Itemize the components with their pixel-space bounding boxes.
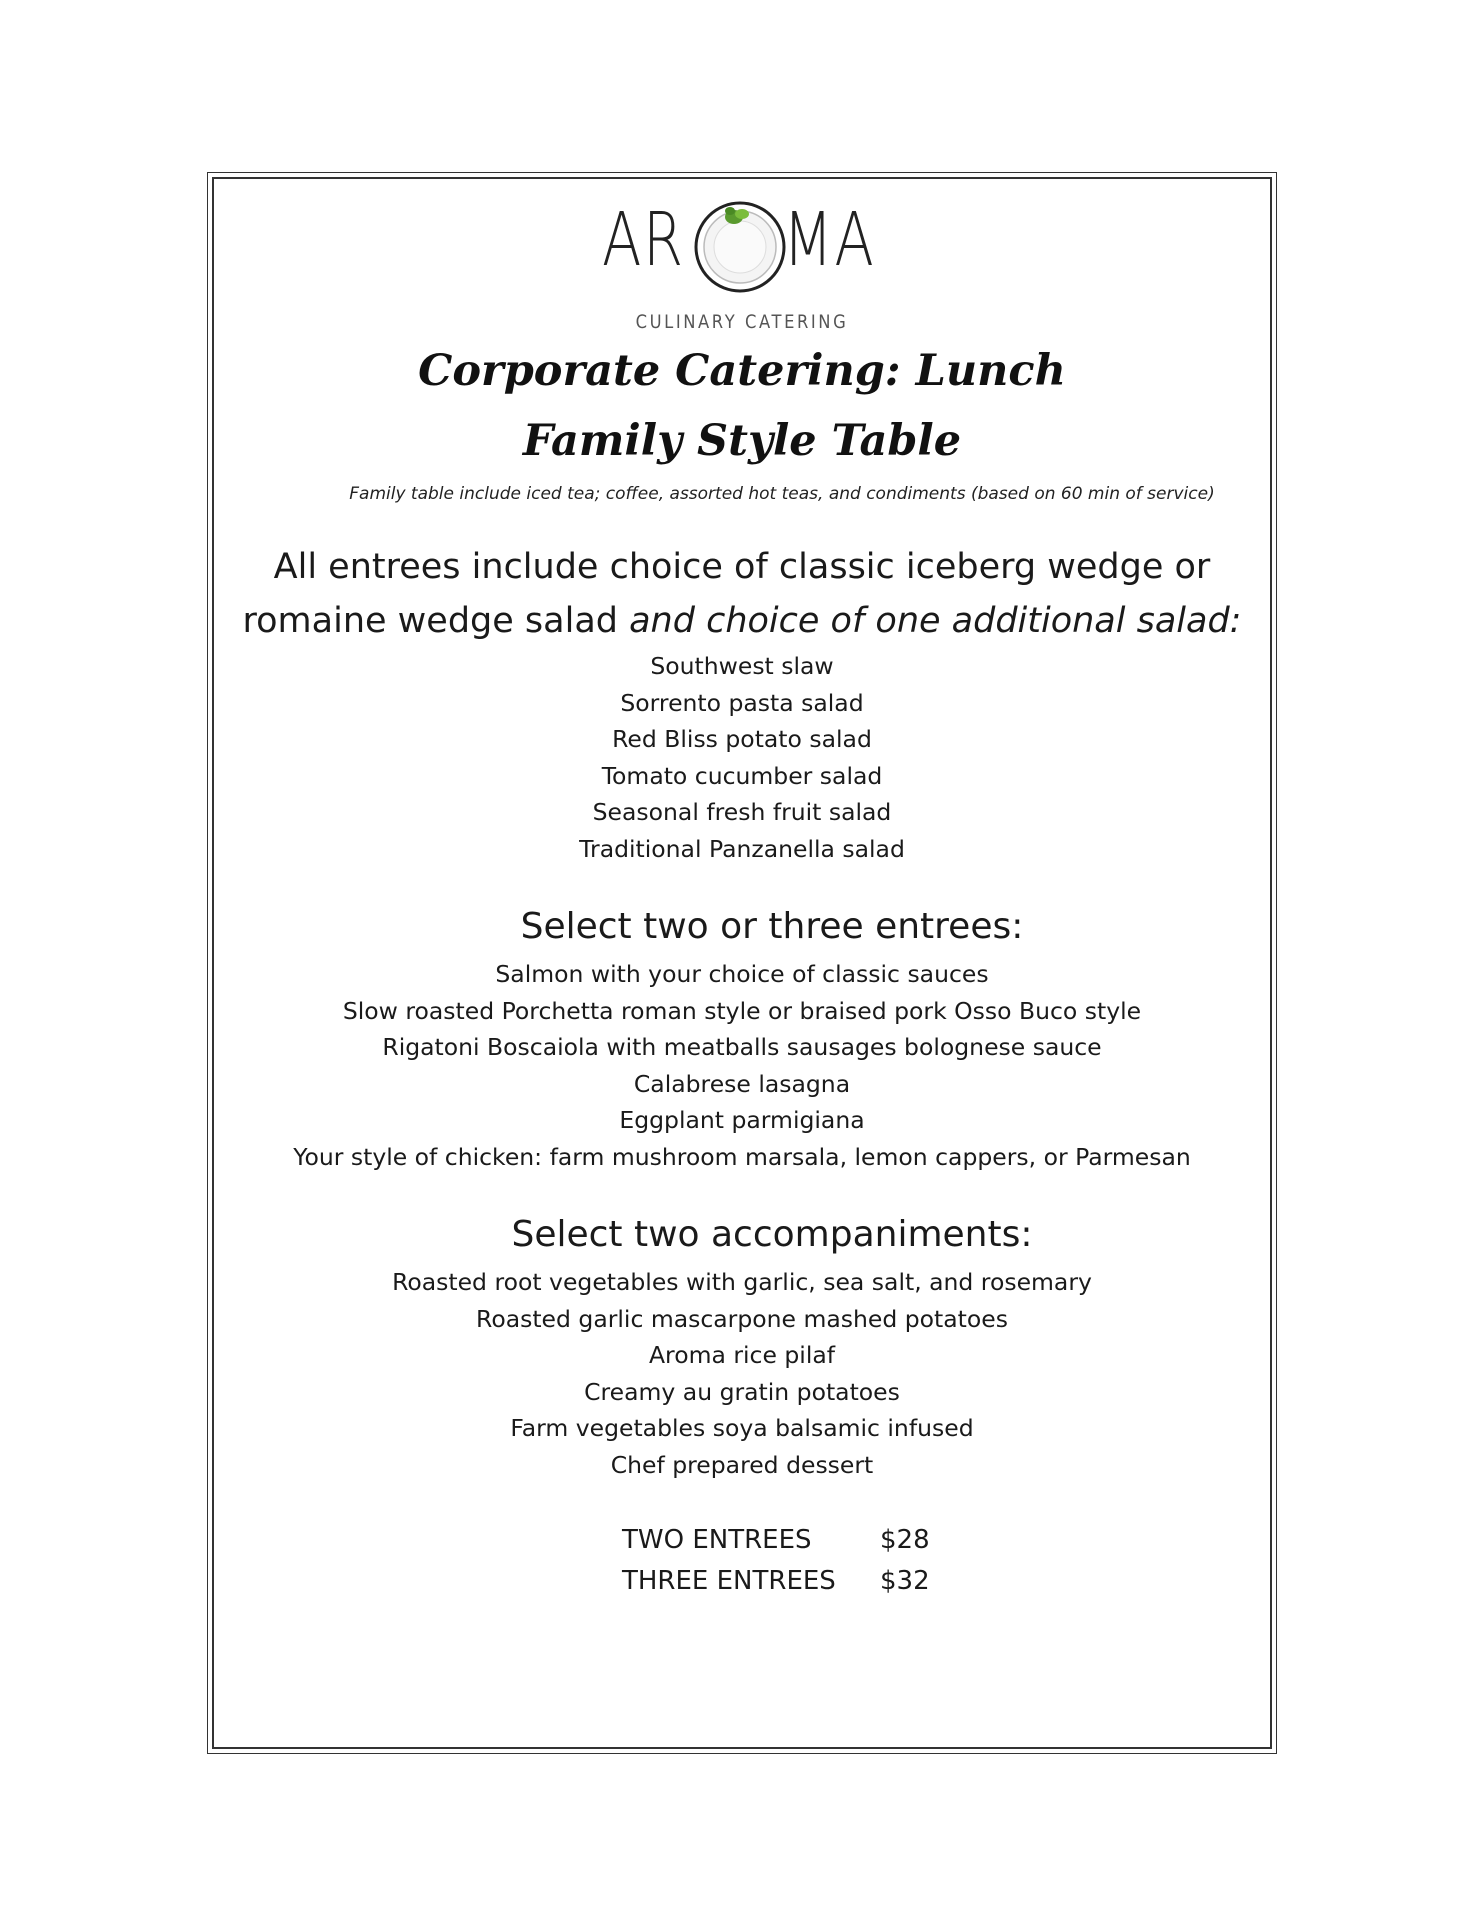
price-label: THREE ENTREES [622,1566,836,1596]
salad-intro [0,540,1484,648]
list-item: Calabrese lasagna [633,1069,851,1098]
page-subtitle: Family Style Table [522,416,962,466]
list-item: Tomato cucumber salad [601,761,883,790]
salad-intro-line2 [0,594,1484,648]
price-value: $32 [880,1566,930,1596]
pricing-table [622,1520,942,1602]
salad-intro-plain: romaine wedge salad [242,601,630,641]
list-item: Roasted root vegetables with garlic, sea salt, and rosemary [392,1268,1092,1296]
list-item: Southwest slaw [650,652,834,680]
price-row-three-entrees [622,1561,942,1602]
list-item: Sorrento pasta salad [620,688,864,717]
accompaniments-heading: Select two accompaniments: [511,1214,1033,1255]
list-item: Salmon with your choice of classic sauces [495,960,989,988]
logo-text-right: MA [783,197,876,283]
page-title: Corporate Catering: Lunch [418,346,1066,396]
list-item: Creamy au gratin potatoes [584,1377,900,1406]
list-item: Eggplant parmigiana [619,1106,865,1134]
logo-wordmark [584,197,900,287]
entree-list [0,956,1484,1175]
price-row-two-entrees [622,1520,942,1561]
list-item: Roasted garlic mascarpone mashed potatoes [476,1304,1008,1333]
list-item: Seasonal fresh fruit salad [592,798,892,826]
salad-intro-italic: and choice of one additional salad: [629,601,1242,641]
list-item: Aroma rice pilaf [648,1341,836,1369]
list-item: Your style of chicken: farm mushroom marsala, lemon cappers, or Parmesan [293,1142,1191,1171]
salad-intro-line1: All entrees include choice of classic iceberg wedge or [273,547,1211,587]
accompaniment-list [0,1264,1484,1483]
logo-subtitle: CULINARY CATERING [635,311,849,333]
price-value: $28 [880,1525,930,1555]
salad-list [0,648,1484,867]
aroma-logo [584,185,900,340]
price-label: TWO ENTREES [622,1525,812,1555]
logo-text-left: AR [602,197,685,283]
list-item: Red Bliss potato salad [612,725,872,753]
list-item: Rigatoni Boscaiola with meatballs sausages bolognese sauce [382,1033,1102,1061]
list-item: Slow roasted Porchetta roman style or braised pork Osso Buco style [342,996,1142,1025]
list-item: Traditional Panzanella salad [579,834,905,863]
list-item: Farm vegetables soya balsamic infused [510,1414,974,1442]
plate-icon [692,197,788,293]
service-note: Family table include iced tea; coffee, assorted hot teas, and condiments (based on 60 min of service) [349,484,1215,504]
list-item: Chef prepared dessert [610,1450,874,1479]
entrees-heading: Select two or three entrees: [520,906,1024,947]
